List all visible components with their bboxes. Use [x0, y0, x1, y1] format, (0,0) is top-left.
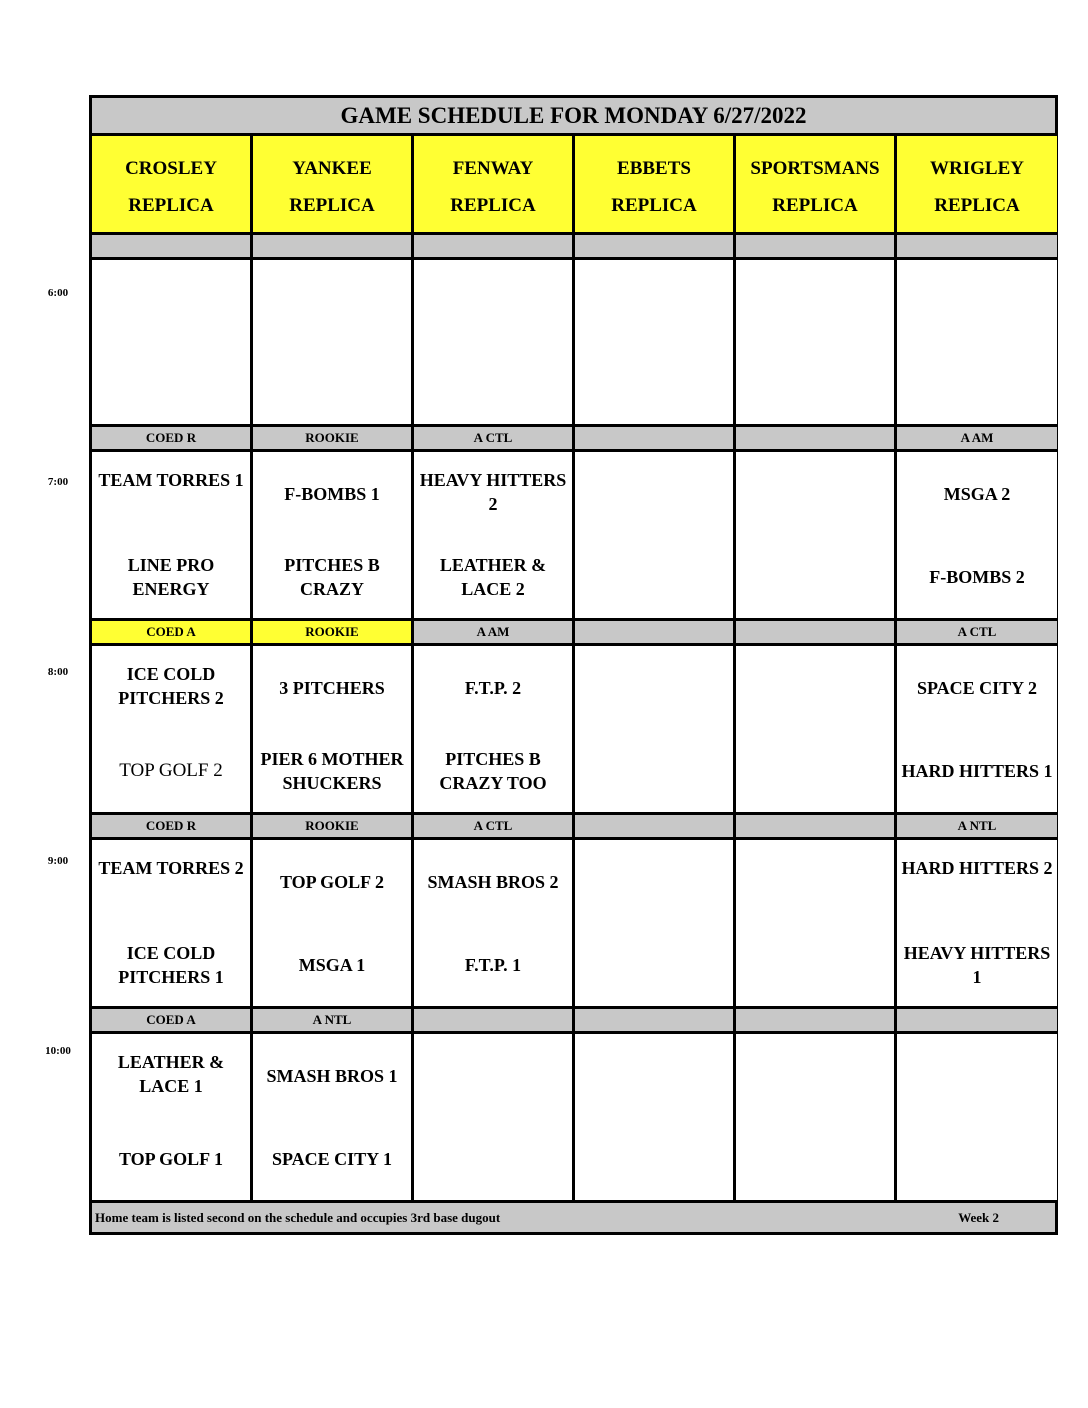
home-team: [414, 1117, 572, 1200]
home-team: [575, 342, 733, 424]
home-team: [575, 535, 733, 618]
division-label: [897, 1009, 1057, 1031]
time-slot-row: [92, 452, 1055, 621]
game-cell: [897, 646, 1057, 812]
home-team: LEATHER & LACE 2: [439, 554, 547, 599]
game-cell: [575, 260, 736, 424]
home-team: [897, 1117, 1057, 1200]
away-team: TEAM TORRES 2: [98, 858, 244, 878]
footer: [92, 1203, 1055, 1232]
game-cell: [736, 1034, 897, 1200]
division-label: A NTL: [897, 815, 1057, 837]
game-cell: [253, 646, 414, 812]
home-team: [92, 342, 250, 424]
division-label: [575, 427, 736, 449]
field-header: [414, 136, 575, 232]
away-team: [414, 1034, 572, 1117]
division-label: COED A: [92, 621, 253, 643]
division-label: [575, 815, 736, 837]
time-label-10: 10:00: [45, 1045, 71, 1057]
division-label: A CTL: [414, 815, 575, 837]
game-cell: [253, 452, 414, 618]
division-label: A CTL: [414, 427, 575, 449]
division-label: [414, 1009, 575, 1031]
away-team: [575, 260, 733, 342]
field-name: YANKEE: [292, 158, 372, 179]
footer-note: Home team is listed second on the schedule and occupies 3rd base dugout: [95, 1209, 501, 1225]
field-sub: REPLICA: [611, 195, 697, 216]
home-team: [575, 729, 733, 812]
field-name: WRIGLEY: [930, 158, 1024, 179]
page-title: GAME SCHEDULE FOR MONDAY 6/27/2022: [92, 98, 1055, 136]
home-team: [736, 729, 894, 812]
field-header: [736, 136, 897, 232]
home-team: F-BOMBS 2: [929, 566, 1025, 587]
home-team: PITCHES B CRAZY TOO: [439, 748, 547, 793]
division-label: COED R: [92, 815, 253, 837]
away-team: SMASH BROS 2: [427, 871, 559, 892]
home-team: F.T.P. 1: [464, 954, 522, 975]
division-label: [575, 235, 736, 257]
game-cell: [897, 1034, 1057, 1200]
division-band: [92, 815, 1055, 840]
home-team: HEAVY HITTERS 1: [903, 942, 1051, 987]
division-label: [92, 235, 253, 257]
away-team: 3 PITCHERS: [279, 677, 385, 698]
away-team: [736, 260, 894, 342]
away-team: HARD HITTERS 2: [901, 858, 1053, 878]
home-team: [897, 342, 1057, 424]
away-team: [897, 1034, 1057, 1117]
division-label: COED R: [92, 427, 253, 449]
time-slot-row: [92, 840, 1055, 1009]
away-team: [575, 1034, 733, 1117]
time-label-8: 8:00: [47, 666, 69, 678]
away-team: [575, 452, 733, 535]
game-cell: [736, 452, 897, 618]
away-team: [414, 260, 572, 342]
away-team: HEAVY HITTERS 2: [419, 470, 567, 514]
division-label: A NTL: [253, 1009, 414, 1031]
division-label: A AM: [897, 427, 1057, 449]
game-cell: [575, 452, 736, 618]
division-band: [92, 1009, 1055, 1034]
game-cell: [736, 840, 897, 1006]
field-header: [253, 136, 414, 232]
game-cell: [736, 260, 897, 424]
home-team: [575, 923, 733, 1006]
away-team: [92, 260, 250, 342]
game-cell: [92, 260, 253, 424]
field-sub: REPLICA: [934, 195, 1020, 216]
home-team: ICE COLD PITCHERS 1: [118, 942, 224, 987]
away-team: [253, 260, 411, 342]
game-cell: [253, 1034, 414, 1200]
field-name: EBBETS: [617, 158, 691, 179]
home-team: [736, 923, 894, 1006]
division-label: [736, 621, 897, 643]
game-cell: [92, 1034, 253, 1200]
away-team: ICE COLD PITCHERS 2: [118, 664, 224, 708]
home-team: LINE PRO ENERGY: [127, 554, 215, 599]
division-label: A CTL: [897, 621, 1057, 643]
home-team: HARD HITTERS 1: [901, 760, 1053, 781]
game-cell: [253, 260, 414, 424]
division-label: ROOKIE: [253, 427, 414, 449]
division-label: [414, 235, 575, 257]
game-cell: [92, 646, 253, 812]
field-sub: REPLICA: [772, 195, 858, 216]
time-slot-row: [92, 646, 1055, 815]
home-team: [736, 535, 894, 618]
division-band: [92, 621, 1055, 646]
time-label-7: 7:00: [47, 476, 69, 488]
game-cell: [414, 646, 575, 812]
away-team: [897, 260, 1057, 342]
home-team: [736, 1117, 894, 1200]
away-team: MSGA 2: [943, 483, 1011, 504]
game-cell: [253, 840, 414, 1006]
field-name: FENWAY: [452, 158, 534, 179]
time-label-9: 9:00: [47, 855, 69, 867]
time-slot-row: [92, 1034, 1055, 1203]
field-sub: REPLICA: [450, 195, 536, 216]
schedule-table: [89, 95, 1058, 1235]
away-team: [736, 646, 894, 729]
home-team: PITCHES B CRAZY: [284, 554, 380, 599]
away-team: [575, 646, 733, 729]
week-label: Week 2: [958, 1209, 999, 1225]
division-label: COED A: [92, 1009, 253, 1031]
away-team: [736, 840, 894, 923]
division-label: [253, 235, 414, 257]
division-label: [736, 235, 897, 257]
time-slot-row: [92, 260, 1055, 427]
game-cell: [897, 840, 1057, 1006]
field-header-row: [92, 136, 1055, 235]
home-team: [253, 342, 411, 424]
division-band: [92, 235, 1055, 260]
division-label: [736, 815, 897, 837]
game-cell: [92, 452, 253, 618]
home-team: [736, 342, 894, 424]
away-team: SPACE CITY 2: [916, 677, 1037, 698]
division-label: [575, 621, 736, 643]
division-label: [736, 1009, 897, 1031]
home-team: MSGA 1: [298, 954, 366, 975]
away-team: [736, 452, 894, 535]
game-cell: [414, 452, 575, 618]
away-team: [575, 840, 733, 923]
division-label: A AM: [414, 621, 575, 643]
game-cell: [575, 840, 736, 1006]
game-cell: [414, 1034, 575, 1200]
home-team: PIER 6 MOTHER SHUCKERS: [260, 748, 404, 793]
field-name: CROSLEY: [125, 158, 217, 179]
field-name: SPORTSMANS: [750, 158, 880, 179]
division-label: [897, 235, 1057, 257]
game-cell: [575, 1034, 736, 1200]
away-team: TOP GOLF 2: [279, 871, 385, 892]
field-sub: REPLICA: [128, 195, 214, 216]
home-team: TOP GOLF 2: [119, 759, 223, 781]
away-team: TEAM TORRES 1: [98, 470, 244, 490]
division-label: [575, 1009, 736, 1031]
time-label-6: 6:00: [47, 287, 69, 299]
field-header: [92, 136, 253, 232]
division-label: [736, 427, 897, 449]
away-team: LEATHER & LACE 1: [117, 1052, 225, 1096]
field-header: [575, 136, 736, 232]
away-team: SMASH BROS 1: [266, 1065, 398, 1086]
field-sub: REPLICA: [289, 195, 375, 216]
home-team: TOP GOLF 1: [118, 1148, 224, 1169]
game-cell: [897, 260, 1057, 424]
game-cell: [92, 840, 253, 1006]
away-team: [736, 1034, 894, 1117]
game-cell: [736, 646, 897, 812]
division-label: ROOKIE: [253, 621, 414, 643]
game-cell: [897, 452, 1057, 618]
field-header: [897, 136, 1057, 232]
game-cell: [414, 260, 575, 424]
game-cell: [414, 840, 575, 1006]
home-team: [414, 342, 572, 424]
game-cell: [575, 646, 736, 812]
home-team: [575, 1117, 733, 1200]
away-team: F.T.P. 2: [464, 677, 522, 698]
home-team: SPACE CITY 1: [271, 1148, 392, 1169]
division-band: [92, 427, 1055, 452]
division-label: ROOKIE: [253, 815, 414, 837]
away-team: F-BOMBS 1: [284, 483, 380, 504]
